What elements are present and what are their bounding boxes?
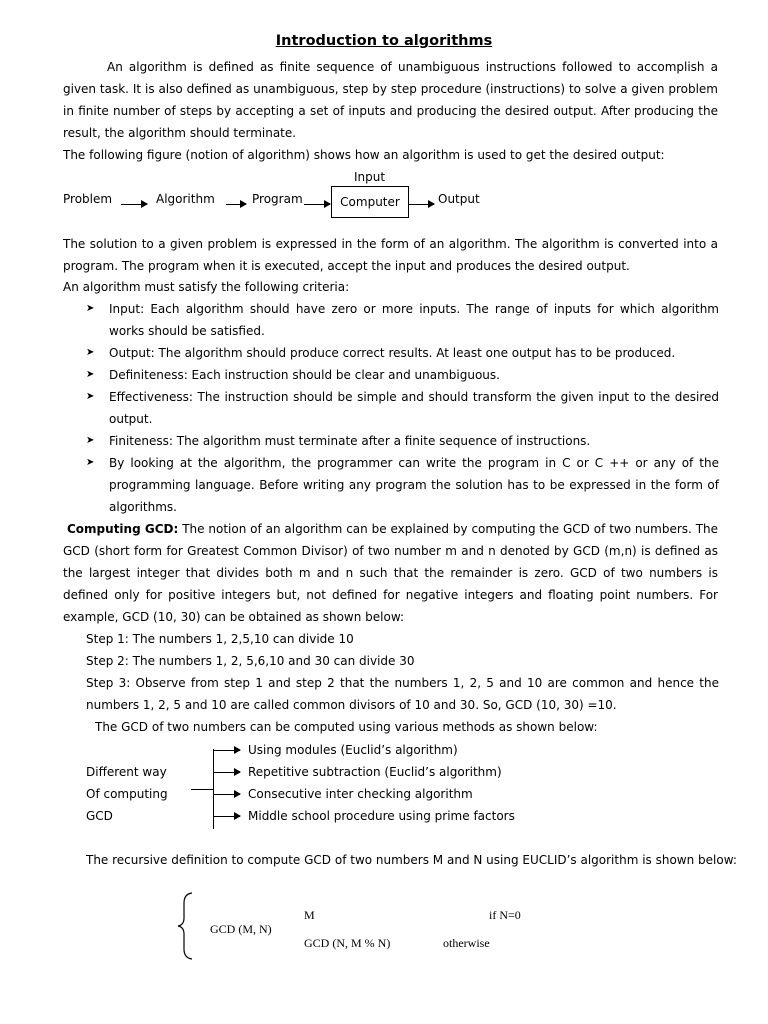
gcd-lhs: GCD (M, N)	[210, 922, 272, 936]
list-item: ➤ By looking at the algorithm, the programmer can write the program in C or C ++ or any of the programming language. Before writing any program the solution has to be expressed in the form of algorithms.	[86, 452, 719, 518]
step-1: Step 1: The numbers 1, 2,5,10 can divide 10	[86, 632, 354, 646]
methods-branch-line	[213, 749, 214, 829]
gcd-heading: Computing GCD:	[67, 522, 179, 536]
list-item: ➤ Effectiveness: The instruction should be simple and should transform the given input to the desired output.	[86, 386, 719, 430]
method-arrow-4	[213, 816, 240, 817]
method-item-2: Repetitive subtraction (Euclid’s algorithm)	[248, 765, 502, 779]
figure-intro: The following figure (notion of algorithm) shows how an algorithm is used to get the desired output:	[63, 148, 665, 162]
list-item: ➤ Output: The algorithm should produce correct results. At least one output has to be produced.	[86, 342, 719, 364]
methods-label-line-3: GCD	[86, 809, 113, 823]
list-item: ➤ Finiteness: The algorithm must terminate after a finite sequence of instructions.	[86, 430, 719, 452]
case-1-value: M	[304, 908, 315, 922]
criteria-list	[86, 298, 719, 518]
methods-label-line-1: Different way	[86, 765, 167, 779]
method-item-1: Using modules (Euclid’s algorithm)	[248, 743, 458, 757]
bullet-arrow-icon: ➤	[86, 347, 95, 358]
list-item: ➤ Input: Each algorithm should have zero or more inputs. The range of inputs for which algorithm works should be satisfied.	[86, 298, 719, 342]
computer-box	[331, 186, 409, 218]
method-item-4: Middle school procedure using prime factors	[248, 809, 515, 823]
bullet-arrow-icon: ➤	[86, 369, 95, 380]
method-arrow-1	[213, 750, 240, 751]
gcd-body: The notion of an algorithm can be explained by computing the GCD of two numbers. The GCD (short form for Greatest Common Divisor) of two number m and n denoted by GCD (m,n) is defined as the largest integer that divides both m and n such that the remainder is zero. GCD of two numbers is defined only for positive integers but, not defined for negative integers and floating point numbers. For example, GCD (10, 30) can be obtained as shown below:	[63, 522, 719, 624]
case-2-condition: otherwise	[443, 936, 490, 950]
flow-arrow-1	[121, 204, 147, 205]
flow-computer-label: Computer	[340, 195, 400, 209]
method-arrow-3	[213, 794, 240, 795]
gcd-paragraph	[63, 518, 718, 628]
curly-brace-icon	[176, 891, 198, 961]
method-arrow-2	[213, 772, 240, 773]
recursive-intro: The recursive definition to compute GCD of two numbers M and N using EUCLID’s algorithm is shown below:	[86, 853, 737, 867]
flow-arrow-4	[409, 204, 434, 205]
flow-arrow-2	[226, 204, 246, 205]
flow-output-label: Output	[438, 192, 480, 206]
flow-input-label: Input	[354, 170, 386, 184]
methods-connector-line	[191, 789, 213, 790]
step-2: Step 2: The numbers 1, 2, 5,6,10 and 30 can divide 30	[86, 654, 415, 668]
page-title: Introduction to algorithms	[275, 33, 493, 49]
method-item-3: Consecutive inter checking algorithm	[248, 787, 473, 801]
flow-algorithm-label: Algorithm	[156, 192, 215, 206]
case-1-condition: if N=0	[489, 908, 521, 922]
methods-intro: The GCD of two numbers can be computed using various methods as shown below:	[95, 720, 598, 734]
bullet-arrow-icon: ➤	[86, 303, 95, 314]
bullet-arrow-icon: ➤	[86, 457, 95, 468]
intro-paragraph	[63, 56, 718, 144]
intro-text: An algorithm is defined as finite sequence of unambiguous instructions followed to accomplish a given task. It is also defined as unambiguous, step by step procedure (instructions) to solve a given problem in finite number of steps by accepting a set of inputs and producing the desired output. After producing the result, the algorithm should terminate.	[63, 60, 718, 140]
methods-label-line-2: Of computing	[86, 787, 168, 801]
solution-paragraph: The solution to a given problem is expressed in the form of an algorithm. The algorithm is converted into a program. The program when it is executed, accept the input and produces the desired output.	[63, 237, 718, 273]
step-3: Step 3: Observe from step 1 and step 2 that the numbers 1, 2, 5 and 10 are common and hence the numbers 1, 2, 5 and 10 are called common divisors of 10 and 30. So, GCD (10, 30) =10.	[86, 676, 719, 712]
case-2-value: GCD (N, M % N)	[304, 936, 391, 950]
criteria-intro: An algorithm must satisfy the following criteria:	[63, 280, 350, 294]
flow-problem-label: Problem	[63, 192, 113, 206]
bullet-arrow-icon: ➤	[86, 435, 95, 446]
bullet-arrow-icon: ➤	[86, 391, 95, 402]
flow-program-label: Program	[252, 192, 303, 206]
flow-arrow-3	[304, 204, 330, 205]
list-item: ➤ Definiteness: Each instruction should be clear and unambiguous.	[86, 364, 719, 386]
